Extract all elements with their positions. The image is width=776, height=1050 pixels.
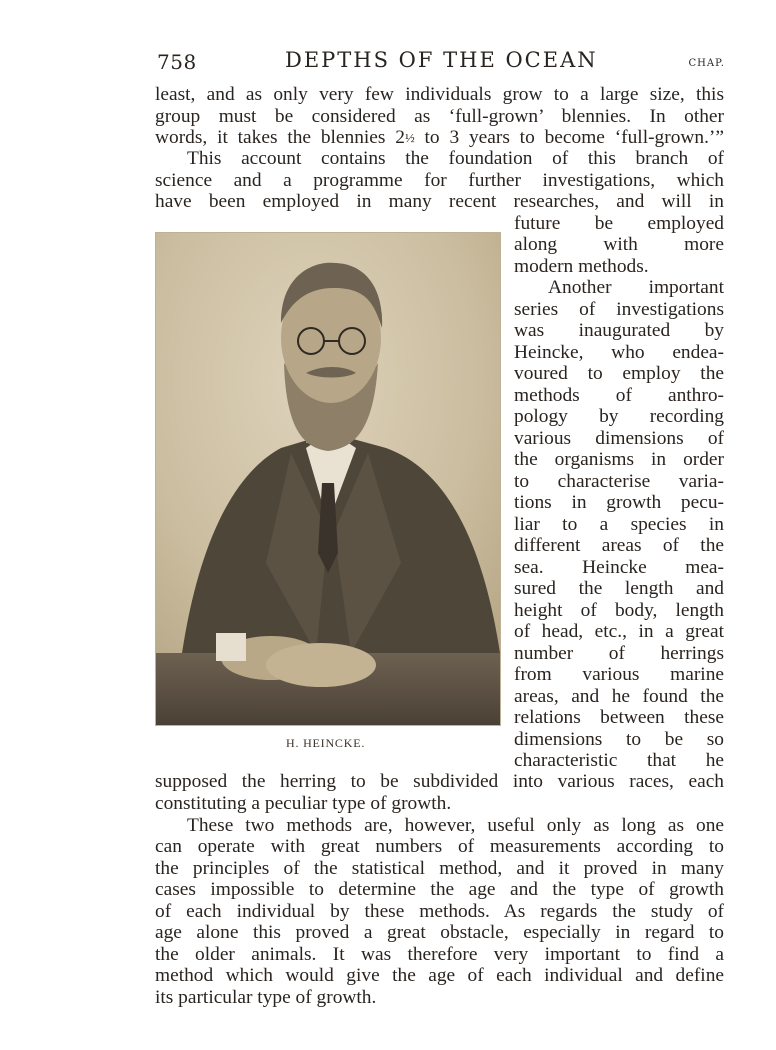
text-line: science and a programme for further investigations, which xyxy=(155,170,724,191)
fraction: ½ xyxy=(404,130,415,145)
text-line: of head, etc., in a great xyxy=(514,621,724,642)
text-line: the principles of the statistical method, and it proved in many xyxy=(155,858,724,879)
text-line: pology by recording xyxy=(514,406,724,427)
text-line: group must be considered as ‘full-grown’ blennies. In other xyxy=(155,106,724,127)
text-line: have been employed in many recent researches, and will in xyxy=(155,191,724,212)
text-line: sea. Heincke mea- xyxy=(514,557,724,578)
text-line: dimensions to be so xyxy=(514,729,724,750)
text-line xyxy=(155,127,724,149)
text-line: This account contains the foundation of this branch of xyxy=(187,148,724,169)
portrait-photo xyxy=(155,232,501,726)
text-line: supposed the herring to be subdivided into various races, each xyxy=(155,771,724,792)
portrait-illustration xyxy=(156,233,500,725)
text-line: to characterise varia- xyxy=(514,471,724,492)
text-line: tions in growth pecu- xyxy=(514,492,724,513)
text-line: the organisms in order xyxy=(514,449,724,470)
text-line: least, and as only very few individuals grow to a large size, this xyxy=(155,84,724,105)
text-line: Heincke, who endea- xyxy=(514,342,724,363)
text-line: was inaugurated by xyxy=(514,320,724,341)
text-line: of each individual by these methods. As regards the study of xyxy=(155,901,724,922)
text-line: constituting a peculiar type of growth. xyxy=(155,793,452,814)
text-line: relations between these xyxy=(514,707,724,728)
text-line: These two methods are, however, useful only as long as one xyxy=(187,815,724,836)
text-line: different areas of the xyxy=(514,535,724,556)
text-line: cases impossible to determine the age and the type of growth xyxy=(155,879,724,900)
text-line: characteristic that he xyxy=(514,750,724,771)
figure-caption: H. HEINCKE. xyxy=(286,736,366,750)
text-line: from various marine xyxy=(514,664,724,685)
text-line: voured to employ the xyxy=(514,363,724,384)
text-line: number of herrings xyxy=(514,643,724,664)
text-line: age alone this proved a great obstacle, especially in regard to xyxy=(155,922,724,943)
text-line: areas, and he found the xyxy=(514,686,724,707)
text-line: height of body, length xyxy=(514,600,724,621)
running-title: DEPTHS OF THE OCEAN xyxy=(285,48,598,72)
text-line: can operate with great numbers of measurements according to xyxy=(155,836,724,857)
text-line: Another important xyxy=(548,277,724,298)
text-line: methods of anthro- xyxy=(514,385,724,406)
text-line: along with more xyxy=(514,234,724,255)
text-line: modern methods. xyxy=(514,256,649,277)
text-fragment: to 3 years to become ‘full-grown.’” xyxy=(414,127,724,148)
text-line: the older animals. It was therefore very important to find a xyxy=(155,944,724,965)
text-line: liar to a species in xyxy=(514,514,724,535)
text-line: sured the length and xyxy=(514,578,724,599)
page-number: 758 xyxy=(157,50,197,74)
text-fragment: words, it takes the blennies 2 xyxy=(155,127,405,148)
text-line: various dimensions of xyxy=(514,428,724,449)
running-header xyxy=(155,46,725,74)
chapter-abbrev: CHAP. xyxy=(688,58,725,69)
text-line: its particular type of growth. xyxy=(155,987,377,1008)
text-line: method which would give the age of each individual and define xyxy=(155,965,724,986)
text-line: series of investigations xyxy=(514,299,724,320)
text-line: future be employed xyxy=(514,213,724,234)
